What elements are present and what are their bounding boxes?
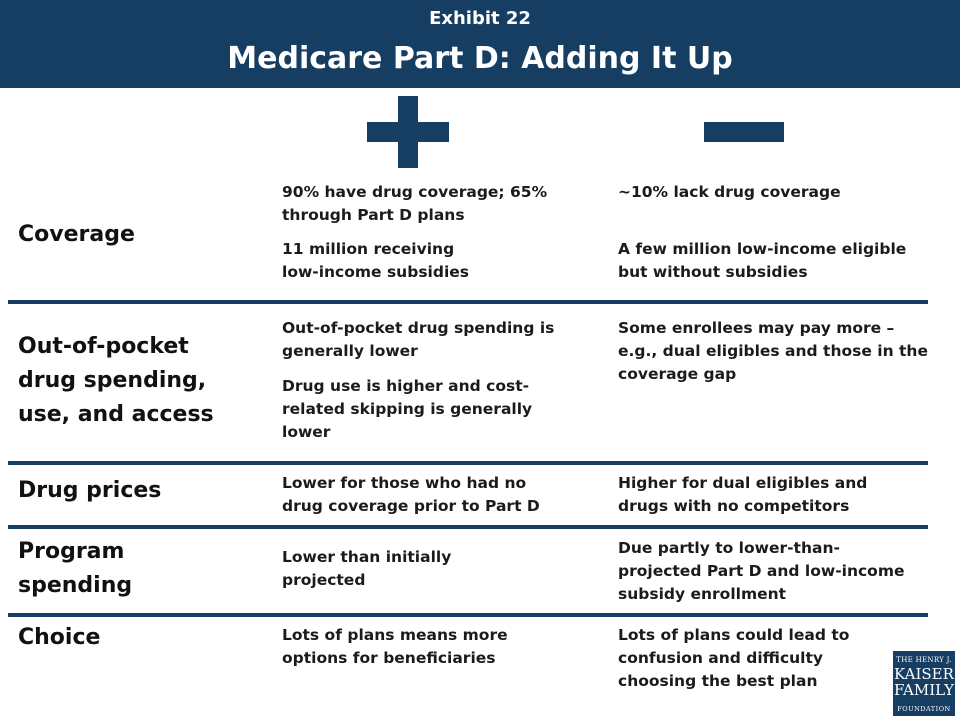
kaiser-family-foundation-logo: THE HENRY J. KAISER FAMILY FOUNDATION — [893, 651, 955, 716]
prices-minus-1: Higher for dual eligibles and drugs with no competitors — [618, 474, 868, 515]
page-title: Medicare Part D: Adding It Up — [227, 41, 733, 76]
row-label-out-of-pocket: Out-of-pocket drug spending, use, and access — [18, 334, 214, 427]
coverage-plus-1: 90% have drug coverage; 65% through Part D plans — [282, 183, 548, 224]
row-label-drug-prices: Drug prices — [18, 478, 162, 503]
row-label-coverage: Coverage — [18, 222, 135, 247]
exhibit-number: Exhibit 22 — [429, 8, 531, 29]
choice-minus-1: Lots of plans could lead to confusion and difficulty choosing the best plan — [618, 626, 850, 690]
choice-plus-1: Lots of plans means more options for beneficiaries — [282, 626, 508, 667]
spending-plus-1: Lower than initially projected — [282, 548, 452, 589]
row-divider — [8, 525, 928, 529]
coverage-minus-2: A few million low-income eligible but without subsidies — [618, 240, 907, 281]
row-divider — [8, 461, 928, 465]
row-label-program-spending: Program spending — [18, 539, 133, 598]
oop-plus-2: Drug use is higher and cost- related skipping is generally lower — [282, 377, 533, 441]
row-label-choice: Choice — [18, 625, 101, 650]
oop-minus-1: Some enrollees may pay more – e.g., dual eligibles and those in the coverage gap — [618, 319, 928, 383]
coverage-plus-2: 11 million receiving low-income subsidies — [282, 240, 469, 281]
header-banner — [0, 0, 960, 88]
minus-icon — [704, 122, 784, 142]
oop-plus-1: Out-of-pocket drug spending is generally lower — [282, 319, 555, 360]
prices-plus-1: Lower for those who had no drug coverage prior to Part D — [282, 474, 540, 515]
row-divider — [8, 613, 928, 617]
row-divider — [8, 300, 928, 304]
coverage-minus-1: ~10% lack drug coverage — [618, 183, 841, 201]
plus-icon — [367, 96, 449, 168]
spending-minus-1: Due partly to lower-than- projected Part D and low-income subsidy enrollment — [618, 539, 905, 603]
